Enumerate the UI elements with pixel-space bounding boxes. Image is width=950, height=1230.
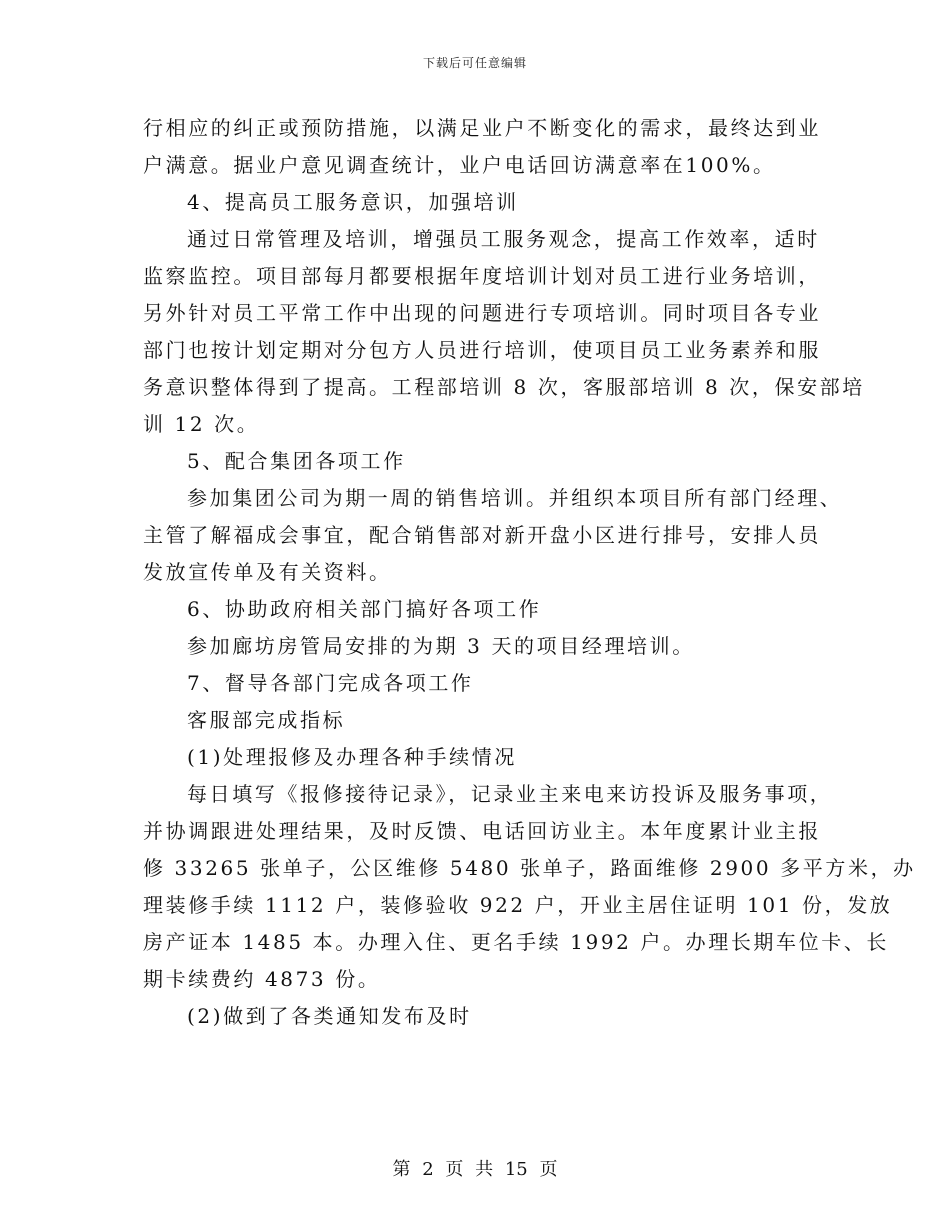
text-line: 6、协助政府相关部门搞好各项工作	[187, 597, 542, 621]
text-line: 5、配合集团各项工作	[187, 449, 406, 473]
text-line: 户满意。据业户意见调查统计，业户电话回访满意率在100%。	[143, 153, 776, 177]
text-line: 每日填写《报修接待记录》，记录业主来电来访投诉及服务事项，	[187, 782, 833, 806]
text-line: 参加集团公司为期一周的销售培训。并组织本项目所有部门经理、	[187, 486, 843, 510]
text-line: 参加廊坊房管局安排的为期 3 天的项目经理培训。	[187, 634, 695, 658]
text-line: 修 33265 张单子，公区维修 5480 张单子，路面维修 2900 多平方米，办	[143, 856, 916, 880]
text-line: 行相应的纠正或预防措施，以满足业户不断变化的需求，最终达到业	[143, 116, 821, 140]
text-line: 房产证本 1485 本。办理入住、更名手续 1992 户。办理长期车位卡、长	[143, 930, 890, 954]
text-line: 部门也按计划定期对分包方人员进行培训，使项目员工业务素养和服	[143, 338, 821, 362]
text-line: (1)处理报修及办理各种手续情况	[187, 745, 517, 769]
text-line: 务意识整体得到了提高。工程部培训 8 次，客服部培训 8 次，保安部培	[143, 375, 865, 399]
text-line: 监察监控。项目部每月都要根据年度培训计划对员工进行业务培训，	[143, 264, 821, 288]
text-line: 客服部完成指标	[187, 708, 346, 732]
text-line: 并协调跟进处理结果，及时反馈、电话回访业主。本年度累计业主报	[143, 819, 821, 843]
page-header: 下载后可任意编辑	[422, 56, 527, 70]
text-line: 主管了解福成会事宜，配合销售部对新开盘小区进行排号，安排人员	[143, 523, 821, 547]
text-line: 训 12 次。	[143, 412, 260, 436]
text-line: 发放宣传单及有关资料。	[143, 560, 392, 584]
text-line: 另外针对员工平常工作中出现的问题进行专项培训。同时项目各专业	[143, 301, 821, 325]
text-line: 7、督导各部门完成各项工作	[187, 671, 474, 695]
text-line: (2)做到了各类通知发布及时	[187, 1004, 472, 1028]
document-body	[143, 110, 916, 1035]
text-line: 4、提高员工服务意识，加强培训	[187, 190, 519, 214]
text-line: 理装修手续 1112 户，装修验收 922 户，开业主居住证明 101 份，发放	[143, 893, 893, 917]
text-line: 期卡续费约 4873 份。	[143, 967, 381, 991]
text-line: 通过日常管理及培训，增强员工服务观念，提高工作效率，适时	[187, 227, 820, 251]
page-footer: 第 2 页 共 15 页	[392, 1159, 558, 1180]
